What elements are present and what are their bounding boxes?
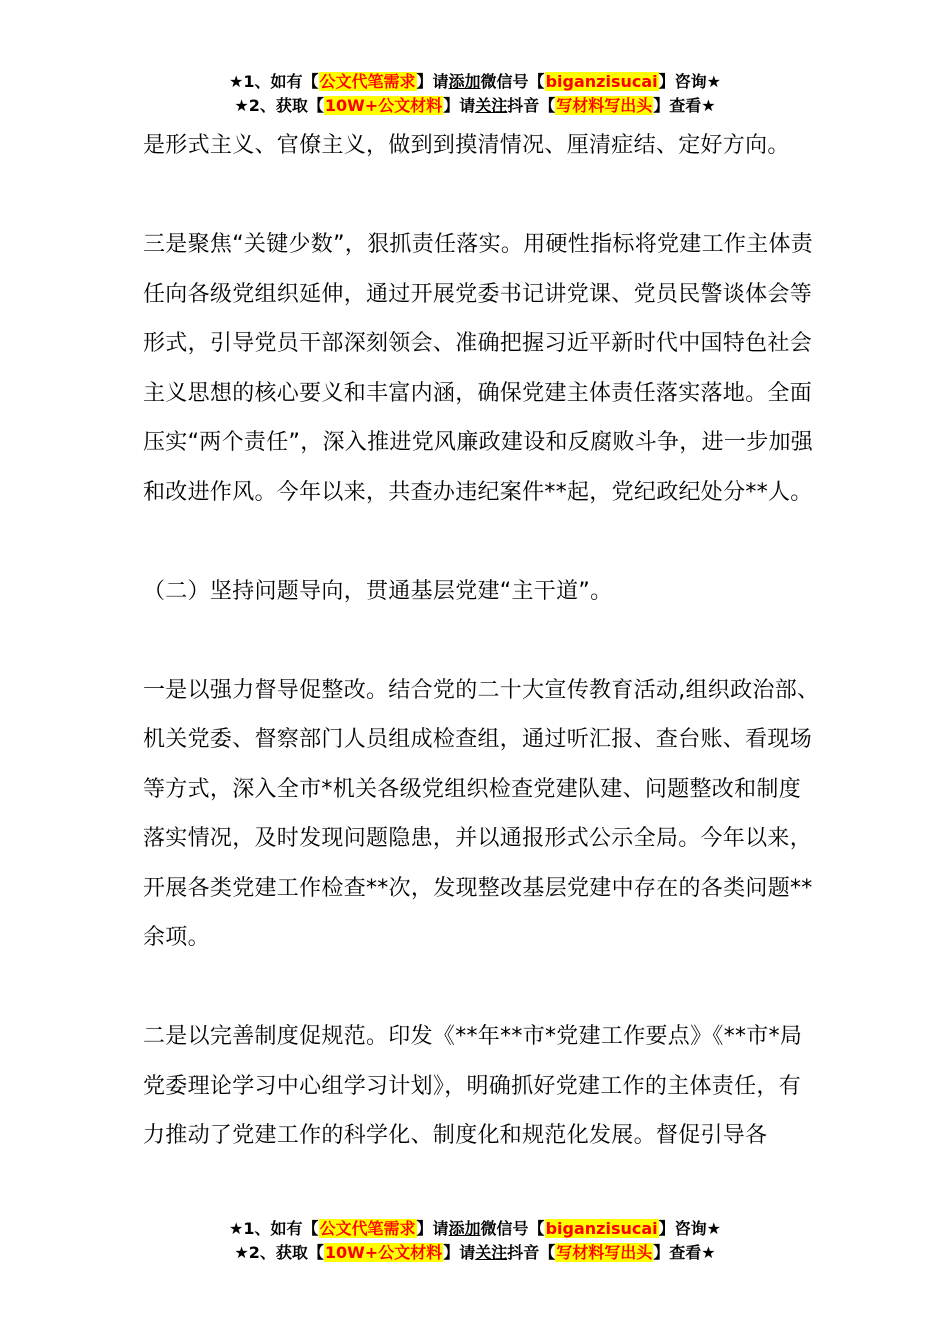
- banner-text: 】咨询★: [658, 72, 721, 91]
- highlight-text: 10W+公文材料: [324, 1243, 443, 1262]
- underlined-text: 添加: [448, 72, 481, 91]
- banner-line-2: [0, 1241, 950, 1265]
- document-body: [143, 121, 823, 1161]
- banner-line-1: [0, 1217, 950, 1241]
- banner-text: 抖音【: [507, 1243, 556, 1262]
- paragraph: 三是聚焦“关键少数”，狠抓责任落实。用硬性指标将党建工作主体责任向各级党组织延伸，通过开展党委书记讲党课、党员民警谈体会等形式，引导党员干部深刻领会、准确把握习近平新时代中国特色社会主义思想的核心要义和丰富内涵，确保党建主体责任落实落地。全面压实“两个责任”，深入推进党风廉政建设和反腐败斗争，进一步加强和改进作风。今年以来，共查办违纪案件**起，党纪政纪处分**人。: [143, 232, 814, 505]
- footer-banner: [0, 1217, 950, 1265]
- banner-text: 】请: [416, 72, 449, 91]
- banner-text: 】咨询★: [658, 1219, 721, 1238]
- paragraph: 二是以完善制度促规范。印发《**年**市*党建工作要点》《**市*局党委理论学习中心组学习计划》，明确抓好党建工作的主体责任，有力推动了党建工作的科学化、制度化和规范化发展。督促引导各: [143, 1024, 803, 1148]
- highlight-text: biganzisucai: [545, 72, 658, 91]
- banner-text: 】查看★: [653, 1243, 716, 1262]
- banner-text: ★1、如有【: [229, 1219, 319, 1238]
- paragraph: 是形式主义、官僚主义，做到到摸清情况、厘清症结、定好方向。: [143, 133, 790, 158]
- header-banner: [0, 70, 950, 118]
- banner-text: ★2、获取【: [234, 1243, 324, 1262]
- banner-text: 微信号【: [480, 1219, 545, 1238]
- banner-text: ★1、如有【: [229, 72, 319, 91]
- underlined-text: 添加: [448, 1219, 481, 1238]
- highlight-text: 写材料写出头: [556, 96, 653, 115]
- banner-text: 】请: [416, 1219, 449, 1238]
- banner-text: 抖音【: [507, 96, 556, 115]
- underlined-text: 关注: [475, 1243, 508, 1262]
- banner-text: ★2、获取【: [234, 96, 324, 115]
- highlight-text: biganzisucai: [545, 1219, 658, 1238]
- highlight-text: 公文代笔需求: [319, 72, 416, 91]
- highlight-text: 10W+公文材料: [324, 96, 443, 115]
- banner-line-1: [0, 70, 950, 94]
- highlight-text: 写材料写出头: [556, 1243, 653, 1262]
- banner-text: 】请: [443, 1243, 476, 1262]
- section-heading: （二）坚持问题导向，贯通基层党建“主干道”。: [143, 578, 613, 604]
- underlined-text: 关注: [475, 96, 508, 115]
- banner-text: 】查看★: [653, 96, 716, 115]
- banner-text: 】请: [443, 96, 476, 115]
- banner-line-2: [0, 94, 950, 118]
- banner-text: 微信号【: [480, 72, 545, 91]
- paragraph: 一是以强力督导促整改。结合党的二十大宣传教育活动,组织政治部、机关党委、督察部门人员组成检查组，通过听汇报、查台账、看现场等方式，深入全市*机关各级党组织检查党建队建、问题整改和制度落实情况，及时发现问题隐患，并以通报形式公示全局。今年以来，开展各类党建工作检查**次，发现整改基层党建中存在的各类问题**余项。: [143, 677, 820, 950]
- highlight-text: 公文代笔需求: [319, 1219, 416, 1238]
